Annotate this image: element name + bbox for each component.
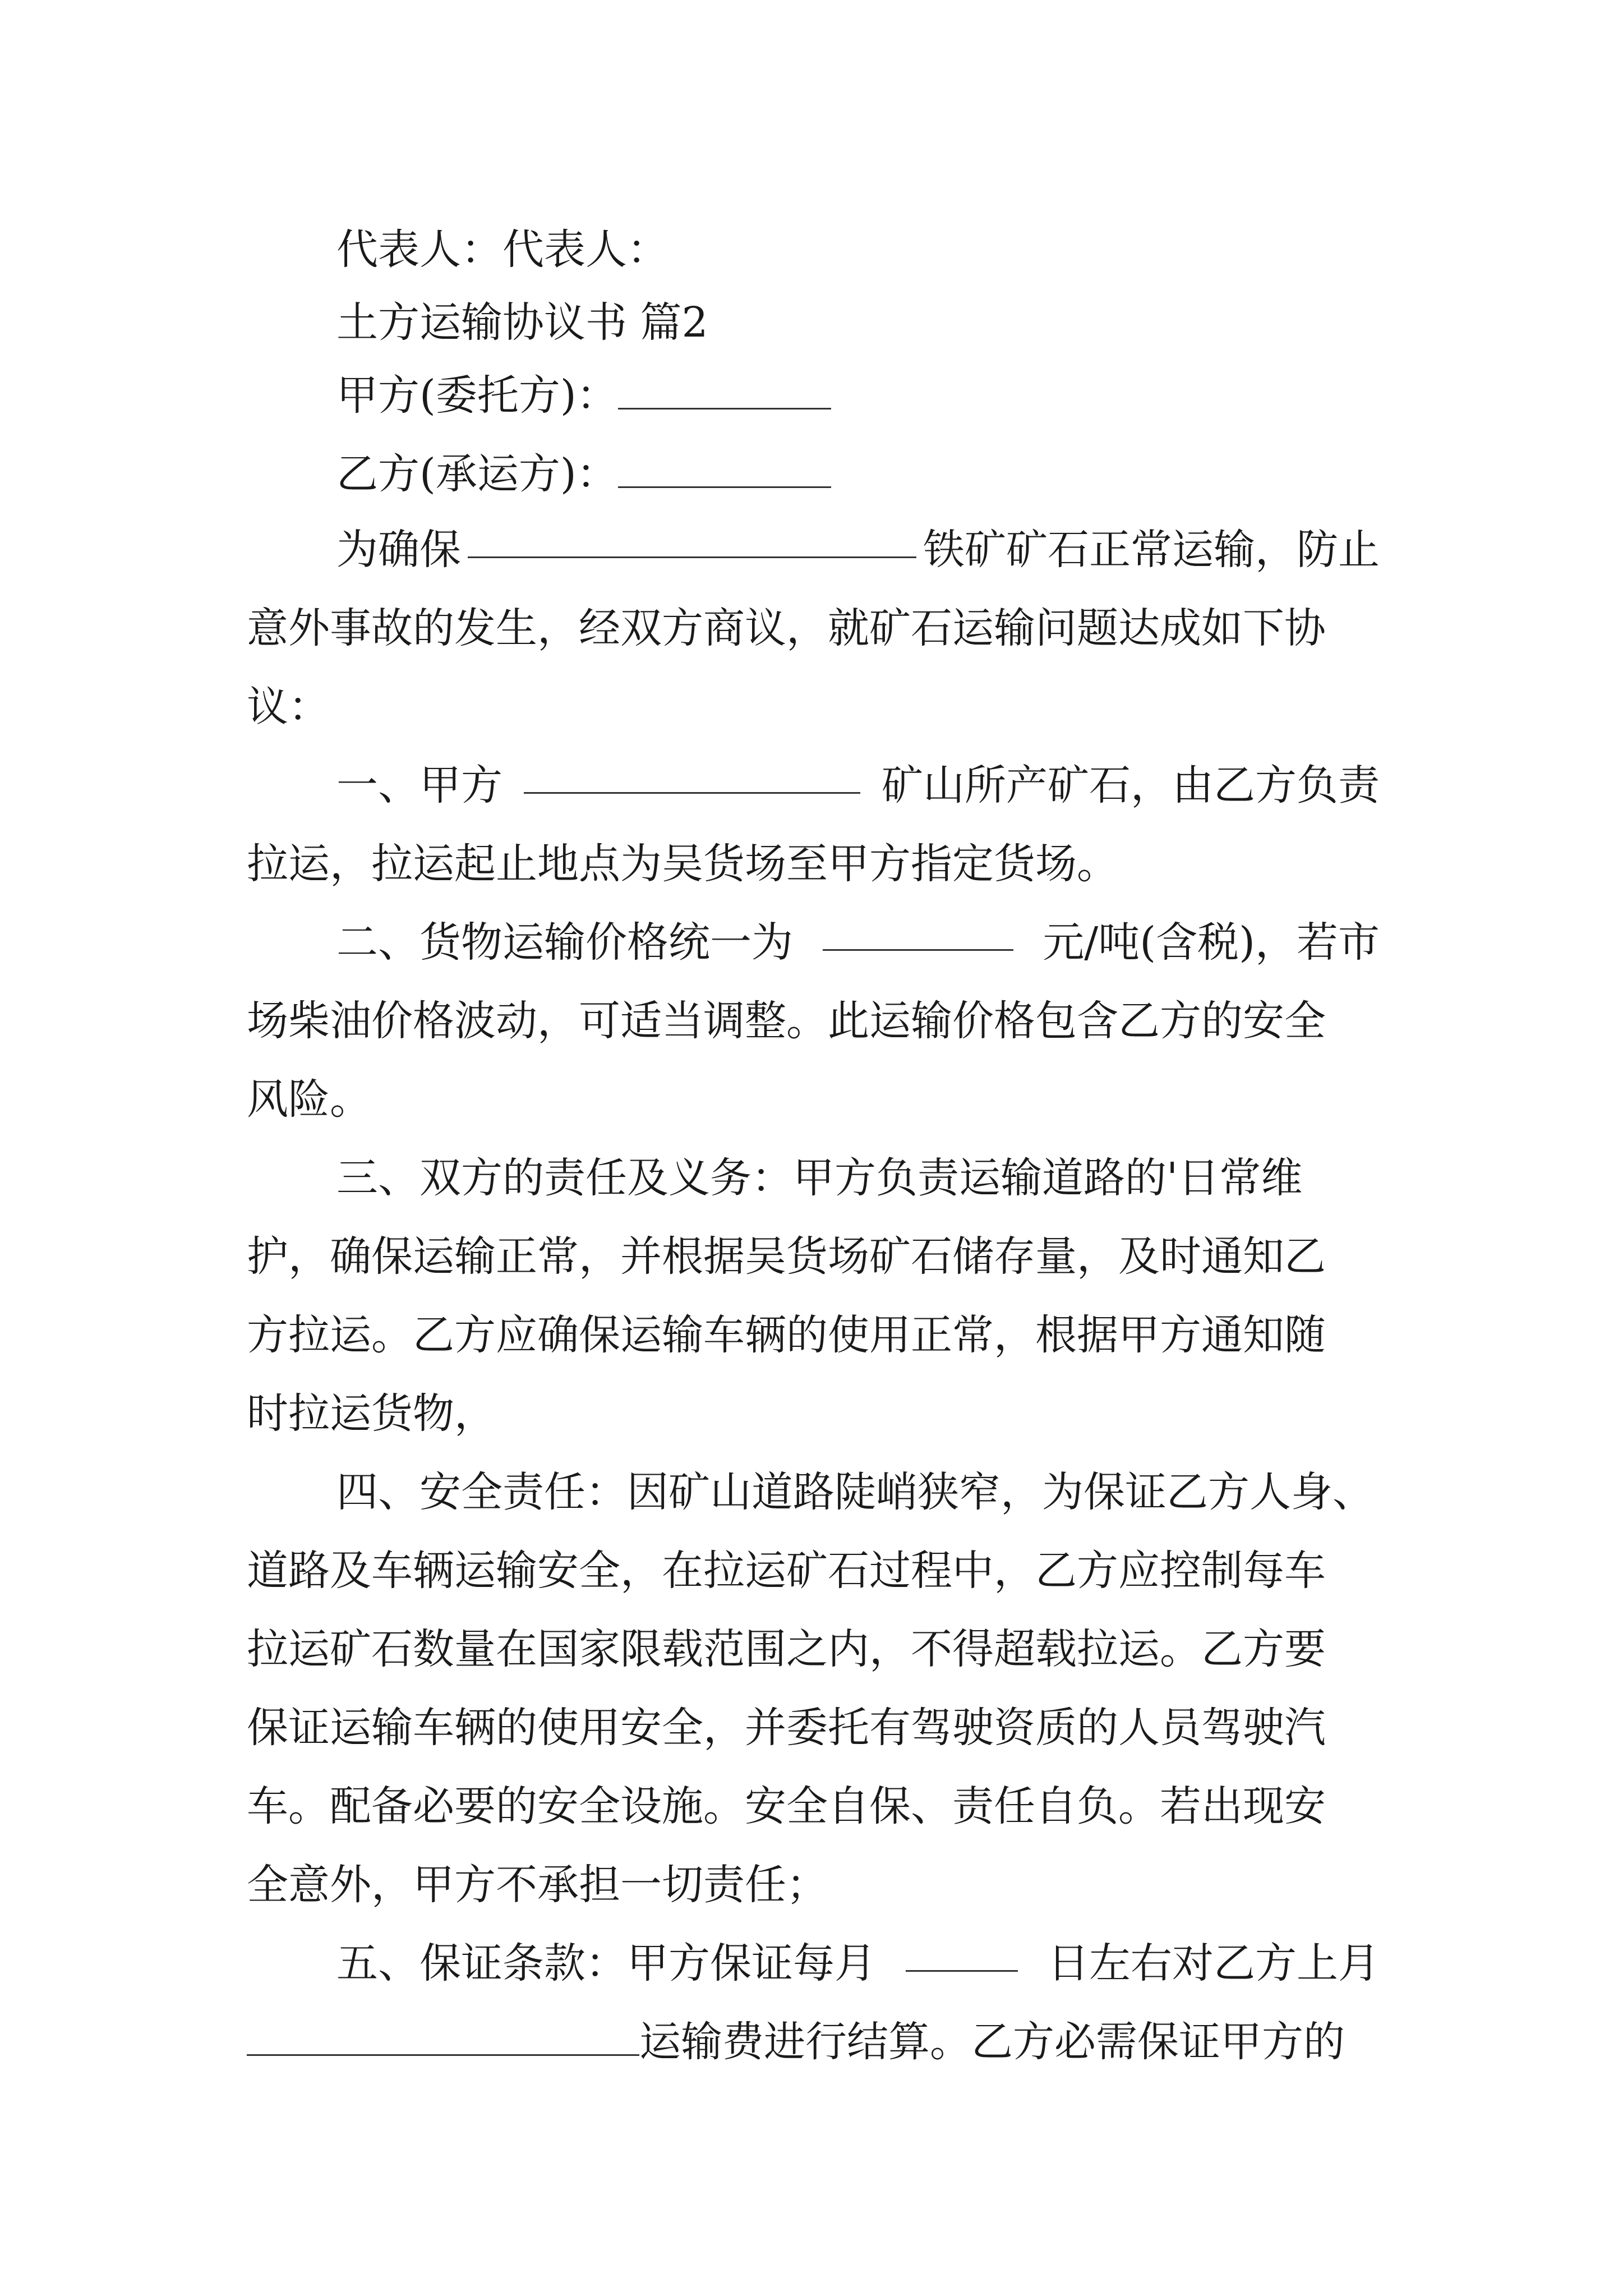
clause-1-text-after: 矿山所产矿石，由乙方负责 bbox=[882, 761, 1380, 809]
clause-5-text-before: 五、保证条款：甲方保证每月 bbox=[336, 1939, 876, 1987]
clause-4-line-1: 四、安全责任：因矿山道路陡峭狭窄，为保证乙方人身、 bbox=[336, 1468, 1374, 1516]
party-b-blank bbox=[618, 452, 831, 488]
clause-4-line-3: 拉运矿石数量在国家限载范围之内，不得超载拉运。乙方要 bbox=[247, 1625, 1326, 1673]
clause-1-line-1 bbox=[336, 757, 1380, 813]
clause-3-line-2: 护，确保运输正常，并根据吴货场矿石储存量，及时通知乙 bbox=[247, 1232, 1326, 1281]
clause-5-line-2-text: 运输费进行结算。乙方必需保证甲方的 bbox=[639, 2018, 1345, 2066]
clause-3-line-1: 三、双方的责任及义务：甲方负责运输道路的'日常维 bbox=[336, 1154, 1303, 1202]
clause-5-day-blank bbox=[906, 1935, 1018, 1972]
intro-line-1 bbox=[336, 522, 1380, 578]
clause-2-blank bbox=[823, 914, 1013, 951]
clause-5-amount-blank bbox=[247, 2019, 639, 2056]
clause-3-line-4: 时拉运货物， bbox=[247, 1389, 496, 1438]
clause-1-blank bbox=[524, 757, 860, 794]
intro-line-2: 意外事故的发生，经双方商议，就矿石运输问题达成如下协 bbox=[247, 604, 1326, 652]
clause-5-text-after: 日左右对乙方上月 bbox=[1048, 1939, 1380, 1987]
clause-2-line-3: 风险。 bbox=[247, 1075, 371, 1124]
party-a-label: 甲方(委托方)： bbox=[336, 371, 618, 420]
intro-blank bbox=[468, 522, 916, 558]
party-a-line bbox=[336, 367, 831, 424]
clause-2-text-after: 元/吨(含税)，若市 bbox=[1043, 918, 1380, 967]
party-a-blank bbox=[618, 373, 831, 409]
clause-5-line-2 bbox=[247, 2014, 1345, 2070]
clause-3-line-3: 方拉运。乙方应确保运输车辆的使用正常，根据甲方通知随 bbox=[247, 1311, 1326, 1359]
clause-4-line-2: 道路及车辆运输安全，在拉运矿石过程中，乙方应控制每车 bbox=[247, 1547, 1326, 1595]
clause-1-line-2: 拉运，拉运起止地点为吴货场至甲方指定货场。 bbox=[247, 840, 1118, 888]
clause-5-line-1 bbox=[336, 1935, 1380, 1991]
intro-line-3: 议： bbox=[247, 683, 330, 731]
clause-1-text-before: 一、甲方 bbox=[336, 761, 502, 809]
clause-2-text-before: 二、货物运输价格统一为 bbox=[336, 918, 793, 967]
intro-text-before: 为确保 bbox=[336, 526, 461, 574]
clause-2-line-1 bbox=[336, 914, 1380, 970]
clause-4-line-4: 保证运输车辆的使用安全，并委托有驾驶资质的人员驾驶汽 bbox=[247, 1704, 1326, 1752]
clause-4-line-5: 车。配备必要的安全设施。安全自保、责任自负。若出现安 bbox=[247, 1782, 1326, 1830]
clause-2-line-2: 场柴油价格波动，可适当调整。此运输价格包含乙方的安全 bbox=[247, 997, 1326, 1045]
party-b-line bbox=[336, 446, 831, 502]
section-title: 土方运输协议书 篇2 bbox=[336, 298, 708, 347]
intro-text-after: 铁矿矿石正常运输，防止 bbox=[923, 526, 1380, 574]
party-b-label: 乙方(承运方)： bbox=[336, 450, 618, 498]
clause-4-line-6: 全意外，甲方不承担一切责任； bbox=[247, 1861, 828, 1909]
representatives-line: 代表人：代表人： bbox=[336, 226, 668, 274]
